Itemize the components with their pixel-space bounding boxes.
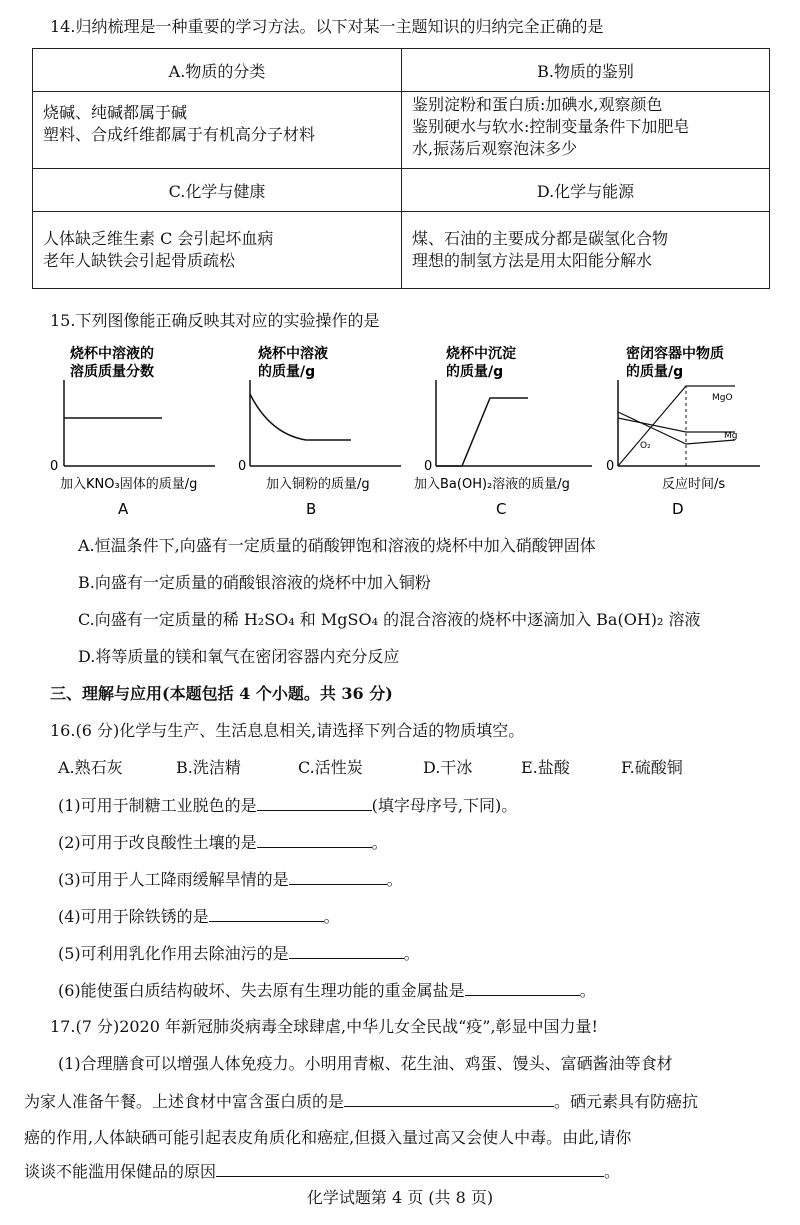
q16-choice-b: B.洗洁精 [176,758,241,777]
q14-a-title: A.物质的分类 [33,49,402,92]
q16-answer-1[interactable] [257,794,372,811]
q16-choice-d: D.干冰 [423,758,473,777]
q15-option-d: D.将等质量的镁和氧气在密闭容器内充分反应 [78,647,400,666]
q16-item-4: (4)可用于除铁锈的是 。 [58,907,340,926]
section-3-heading: 三、理解与应用(本题包括 4 个小题。共 36 分) [50,684,393,703]
graph-c-origin: 0 [424,459,433,474]
q17-p2: 为家人准备午餐。上述食材中富含蛋白质的是 。硒元素具有防癌抗 [24,1092,699,1111]
graph-a-ylabel2: 溶质质量分数 [70,364,154,380]
graph-a [50,342,230,522]
q16-choice-a: A.熟石灰 [58,758,123,777]
q16-item-5: (5)可利用乳化作用去除油污的是 。 [58,944,420,963]
graph-c-ylabel1: 烧杯中沉淀 [446,346,516,362]
q16-answer-4[interactable] [209,905,324,922]
graph-b [236,342,416,522]
q17-stem: 17.(7 分)2020 年新冠肺炎病毒全球肆虐,中华儿女全民战“疫”,彰显中国力量! [50,1017,598,1036]
graph-c-xlabel: 加入Ba(OH)₂溶液的质量/g [414,477,570,492]
q17-answer-2[interactable] [216,1160,604,1177]
graph-a-xlabel: 加入KNO₃固体的质量/g [60,477,198,492]
q16-item-3: (3)可用于人工降雨缓解旱情的是 。 [58,870,403,889]
q14-c-title: C.化学与健康 [33,169,402,212]
graph-b-letter: B [306,500,317,518]
graph-b-ylabel1: 烧杯中溶液 [258,346,328,362]
graph-d-ylabel2: 的质量/g [626,364,684,380]
q16-answer-5[interactable] [289,942,404,959]
q17-p4: 谈谈不能滥用保健品的原因 。 [24,1162,621,1181]
graph-c-curve [436,398,528,466]
q15-option-b: B.向盛有一定质量的硝酸银溶液的烧杯中加入铜粉 [78,573,431,592]
graph-d-curve-mg [618,412,738,444]
q16-stem: 16.(6 分)化学与生产、生活息息相关,请选择下列合适的物质填空。 [50,721,525,740]
graph-d-series-o2: O₂ [640,441,651,451]
q14-c-body: 人体缺乏维生素 C 会引起坏血病 老年人缺铁会引起骨质疏松 [33,212,402,289]
graph-a-ylabel1: 烧杯中溶液的 [70,346,154,362]
q14-b-title: B.物质的鉴别 [402,49,770,92]
graph-b-xlabel: 加入铜粉的质量/g [266,477,370,492]
q16-choices [58,757,683,779]
graph-b-curve [250,394,351,440]
q16-answer-2[interactable] [257,831,372,848]
q16-item-6: (6)能使蛋白质结构破坏、失去原有生理功能的重金属盐是 。 [58,981,596,1000]
graph-a-letter: A [118,500,129,518]
q14-a-body: 烧碱、纯碱都属于碱 塑料、合成纤维都属于有机高分子材料 [33,92,402,169]
q14-d-title: D.化学与能源 [402,169,770,212]
q17-p3: 癌的作用,人体缺硒可能引起表皮角质化和癌症,但摄入量过高又会使人中毒。由此,请你 [24,1128,632,1147]
q15-stem: 15.下列图像能正确反映其对应的实验操作的是 [50,311,380,330]
graph-b-ylabel2: 的质量/g [258,364,316,380]
q16-choice-f: F.硫酸铜 [621,758,683,777]
q17-answer-1[interactable] [344,1090,554,1107]
q14-stem: 14.归纳梳理是一种重要的学习方法。以下对某一主题知识的归纳完全正确的是 [50,17,604,36]
q15-option-c: C.向盛有一定质量的稀 H₂SO₄ 和 MgSO₄ 的混合溶液的烧杯中逐滴加入 Ba(OH)₂ 溶液 [78,610,701,629]
graph-d-letter: D [672,500,684,518]
q16-answer-6[interactable] [465,979,580,996]
graph-a-origin: 0 [50,459,59,474]
graph-d [600,342,800,522]
graph-d-xlabel: 反应时间/s [662,477,726,492]
q16-answer-3[interactable] [289,868,387,885]
q14-d-body: 煤、石油的主要成分都是碳氢化合物 理想的制氢方法是用太阳能分解水 [402,212,770,289]
q14-b-body: 鉴别淀粉和蛋白质:加碘水,观察颜色 鉴别硬水与软水:控制变量条件下加肥皂 水,振荡后观察泡沫多少 [402,92,770,169]
q16-choice-c: C.活性炭 [298,758,363,777]
graph-d-ylabel1: 密闭容器中物质 [626,346,724,362]
graph-d-series-mgo: MgO [712,393,733,403]
q16-item-2: (2)可用于改良酸性土壤的是 。 [58,833,388,852]
graph-c-ylabel2: 的质量/g [446,364,504,380]
page-footer: 化学试题第 4 页 (共 8 页) [306,1188,494,1207]
graph-c-letter: C [496,500,507,518]
graph-d-series-mg: Mg [724,431,738,441]
q17-p1: (1)合理膳食可以增强人体免疫力。小明用青椒、花生油、鸡蛋、馒头、富硒酱油等食材 [58,1054,673,1073]
q15-option-a: A.恒温条件下,向盛有一定质量的硝酸钾饱和溶液的烧杯中加入硝酸钾固体 [78,536,596,555]
graph-c [412,342,615,522]
graph-b-origin: 0 [238,459,247,474]
q14-table [32,48,770,289]
q16-choice-e: E.盐酸 [521,758,570,777]
graph-d-origin: 0 [606,459,615,474]
q16-item-1: (1)可用于制糖工业脱色的是 (填字母序号,下同)。 [58,796,518,815]
